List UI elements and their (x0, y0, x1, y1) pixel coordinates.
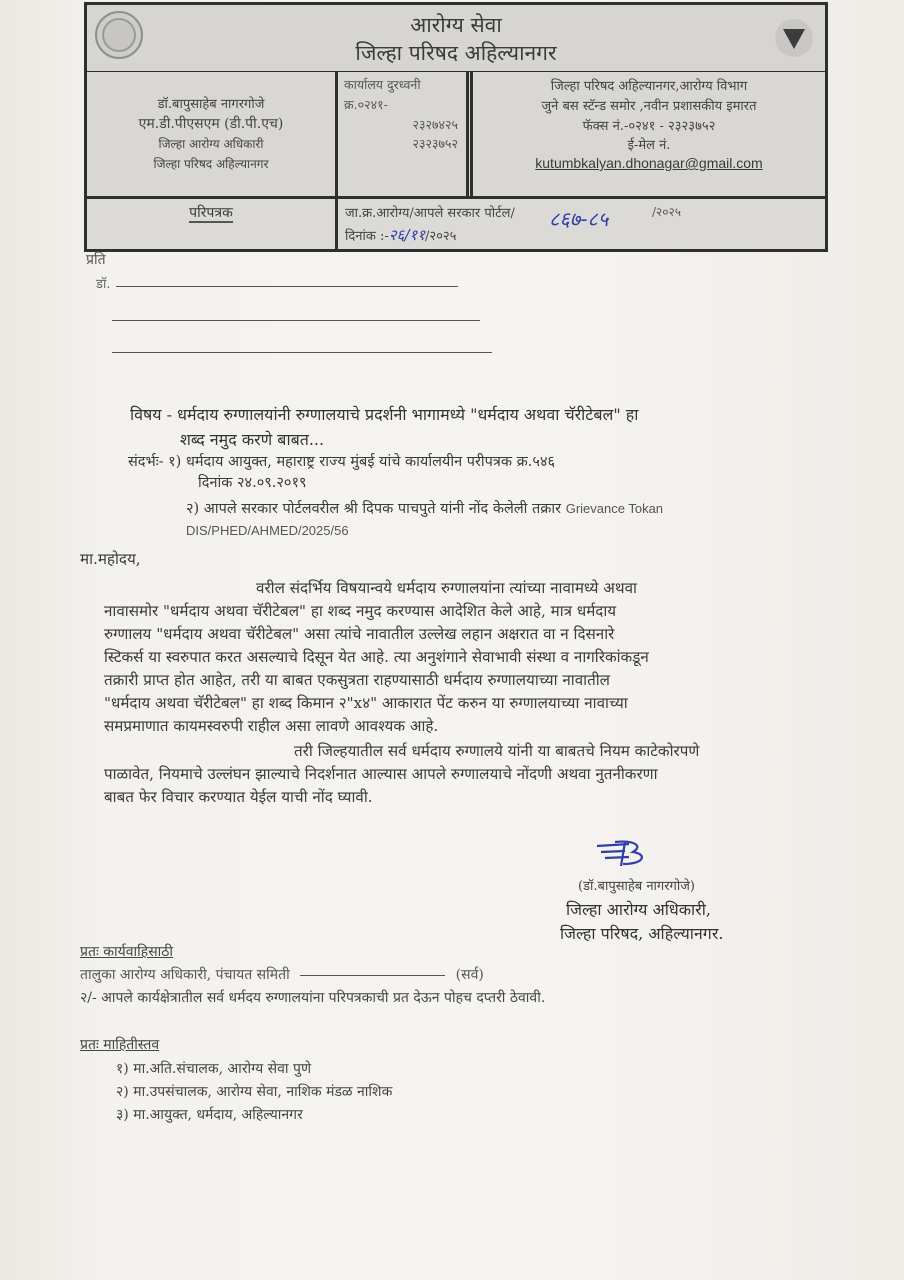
phone-label: कार्यालय दुरध्वनी (344, 77, 421, 92)
recipient-blank-line-1 (116, 286, 458, 287)
circular-label: परिपत्रक (189, 205, 233, 221)
letterhead-banner (84, 2, 828, 76)
fax-number: फॅक्स नं.-०२४१ - २३२३७५२ (582, 119, 716, 134)
reference-1: १) धर्मदाय आयुक्त, महाराष्ट्र राज्य मुंबई यांचे कार्यालयीन परीपत्रक क्र.५४६ (168, 454, 556, 470)
email-link[interactable]: kutumbkalyan.dhonagar@gmail.com (535, 155, 763, 171)
phone-code: क्र.०२४१- (344, 97, 388, 112)
email-label: ई-मेल नं. (627, 138, 671, 153)
subject (130, 402, 800, 452)
copy-action-heading: प्रतः कार्यवाहिसाठी (80, 944, 174, 960)
references (128, 452, 808, 541)
officer-qualification: एम.डी.पीएसएम (डी.पी.एच) (138, 116, 284, 132)
zilla-parishad-logo-icon (775, 19, 813, 57)
dr-label: डॉ. (96, 277, 111, 292)
signatory-designation: जिल्हा आरोग्य अधिकारी, (566, 900, 711, 919)
reference-1-date: दिनांक २४.०९.२०१९ (198, 475, 307, 491)
recipient-blank-line-2 (112, 320, 480, 321)
grievance-token: DIS/PHED/AHMED/2025/56 (186, 523, 349, 538)
body-paragraph-2: तरी जिल्हयातील सर्व धर्मदाय रुग्णालये यांनी या बाबतचे नियम काटेकोरपणे पाळावेत, नियमाचे उल्लंघन झाल्याचे निदर्शनात आल्यास आपले रुग्णालयाचे नोंदणी अथवा नुतनीकरणा बाबत फेर विचार करण्यात येईल याची नोंद घ्यावी. (104, 742, 700, 806)
organization-title: जिल्हा परिषद अहिल्यानगर (355, 41, 557, 65)
phone-number-1: २३२७४२५ (412, 117, 458, 132)
phone-cell (338, 72, 469, 196)
address-line-2: जुने बस स्टॅन्ड समोर ,नवीन प्रशासकीय इमारत (541, 99, 757, 114)
reference-number: जा.क्र.आरोग्य/आपले सरकार पोर्टल/ (345, 206, 515, 221)
copy-info-item: २) मा.उपसंचालक, आरोग्य सेवा, नाशिक मंडळ नाशिक (116, 1084, 393, 1100)
phone-number-2: २३२३७५२ (412, 136, 458, 151)
salutation: मा.महोदय, (80, 550, 141, 568)
officer-designation: जिल्हा आरोग्य अधिकारी (158, 137, 264, 151)
references-label: संदर्भः- (128, 454, 164, 470)
reference-2: २) आपले सरकार पोर्टलवरील श्री दिपक पाचपुते यांनी नोंद केलेली तक्रार (186, 501, 562, 517)
copy-info-item: १) मा.अति.संचालक, आरोग्य सेवा पुणे (116, 1061, 312, 1077)
subject-line-2: शब्द नमुद करणे बाबत... (180, 430, 325, 449)
handwritten-date: २६/११ (388, 226, 426, 244)
signatory-name: (डॉ.बापुसाहेब नागरगोजे) (578, 879, 695, 894)
copy-info-item: ३) मा.आयुक्त, धर्मदाय, अहिल्यानगर (116, 1107, 303, 1123)
grievance-token-label: Grievance Tokan (565, 501, 664, 516)
copy-action-line-1: तालुका आरोग्य अधिकारी, पंचायत समिती (सर्व) (80, 967, 484, 983)
subject-line-1: विषय - धर्मदाय रुग्णालयांनी रुग्णालयाचे प्रदर्शनी भागामध्ये "धर्मदाय अथवा चॅरीटेबल" हा (130, 405, 639, 424)
letterhead-info-table (84, 72, 828, 199)
circular-date: दिनांक :-२६/११/२०२५ (345, 226, 457, 244)
department-title: आरोग्य सेवा (410, 13, 502, 37)
copy-info-list (116, 1058, 392, 1127)
signatory-office: जिल्हा परिषद, अहिल्यानगर. (560, 924, 724, 943)
body-paragraph-1: वरील संदर्भिय विषयान्वये धर्मदाय रुग्णालयांना त्यांच्या नावामध्ये अथवा नावासमोर "धर्मदाय अथवा चॅरीटेबल" हा शब्द नमुद करण्यास आदेशित केले आहे, मात्र धर्मदाय रुग्णालय "धर्मदाय अथवा चॅरीटेबल" असा त्यांचे नावातील उल्लेख लहान अक्षरात वा न दिसनारे स्टिकर्स या स्वरुपात करत असल्याचे दिसून येत आहे. त्या अनुशंगाने सेवाभावी संस्था व नागरिकांकडून तक्रारी प्राप्त होत आहेत, तरी या बाबत एकसुत्रता राहण्यासाठी धर्मदाय रुग्णालयाच्या नावातील "धर्मदाय अथवा चॅरीटेबल" हा शब्द किमान २"x४" आकारात पेंट करुन या रुग्णालयाच्या नावाच्या समप्रमाणात कायमस्वरुपी राहील असा लावणे आवश्यक आहे. (104, 579, 649, 735)
handwritten-reference-number: ८६७-८५ (549, 207, 609, 231)
address-cell (470, 72, 825, 196)
officer-cell (87, 72, 338, 196)
reference-year: /२०२५ (652, 205, 682, 219)
recipient-blank-line-3 (112, 352, 492, 353)
copy-action-line-2: २/- आपले कार्यक्षेत्रातील सर्व धर्मदय रुग्णालयांना परिपत्रकाची प्रत देऊन पोहच दप्तरी ठेवावी. (80, 990, 546, 1006)
address-line-1: जिल्हा परिषद अहिल्यानगर,आरोग्य विभाग (550, 79, 748, 94)
copy-info-heading: प्रतः माहितीस्तव (80, 1037, 160, 1053)
officer-name: डॉ.बापुसाहेब नागरगोजे (157, 97, 265, 112)
circular-reference-row (84, 196, 828, 252)
signature-scribble-icon (595, 838, 655, 868)
officer-office: जिल्हा परिषद अहिल्यानगर (153, 157, 269, 171)
prati-label: प्रति (86, 252, 106, 268)
